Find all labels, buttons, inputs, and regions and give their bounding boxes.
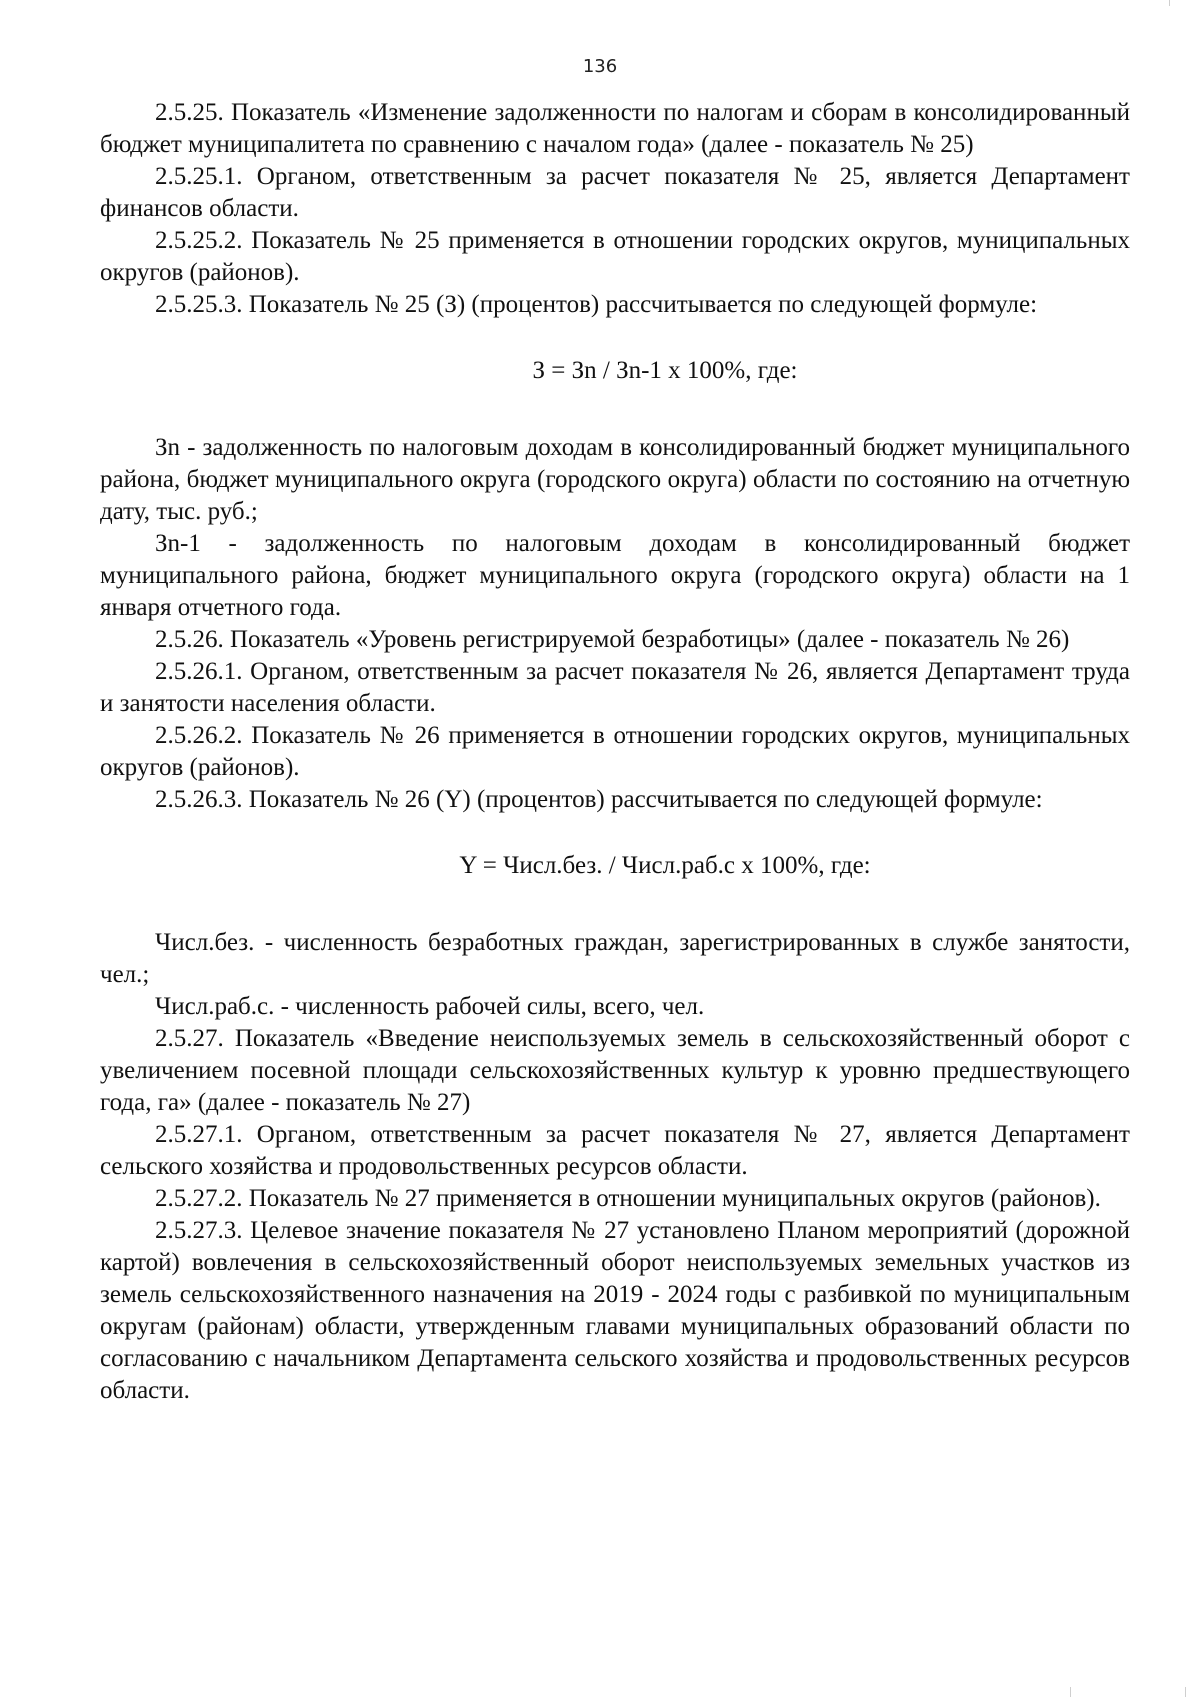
paragraph-2-5-25-3: 2.5.25.3. Показатель № 25 (З) (процентов) рассчитывается по следующей формуле:	[155, 291, 1038, 318]
paragraph-2-5-27-3: 2.5.27.3. Целевое значение показателя № 27 установлено Планом мероприятий (дорожной картой) вовлечения в сельскохозяйственный оборот неиспользуемых земельных участков из земель сельскохозяйственного назначения на 2019 - 2024 годы с разбивкой по муниципальным округам (районам) области, утвержденным главами муниципальных образований области по согласованию с начальником Департамента сельского хозяйства и продовольственных ресурсов области.	[100, 1217, 1130, 1404]
scan-edge-mark-top	[1169, 0, 1170, 6]
page-number: 136	[582, 56, 618, 77]
paragraph-2-5-27: 2.5.27. Показатель «Введение неиспользуемых земель в сельскохозяйственный оборот с увеличением посевной площади сельскохозяйственных культур к уровню предшествующего года, га» (далее - показатель № 27)	[100, 1025, 1130, 1116]
paragraph-2-5-26-2: 2.5.26.2. Показатель № 26 применяется в отношении городских округов, муниципальных округов (районов).	[100, 722, 1130, 781]
paragraph-zn-1-definition: Зn-1 - задолженность по налоговым доходам в консолидированный бюджет муниципального района, бюджет муниципального округа (городского округа) области на 1 января отчетного года.	[100, 530, 1130, 621]
paragraph-2-5-27-2: 2.5.27.2. Показатель № 27 применяется в отношении муниципальных округов (районов).	[155, 1185, 1101, 1212]
paragraph-2-5-26-1: 2.5.26.1. Органом, ответственным за расчет показателя № 26, является Департамент труда и занятости населения области.	[100, 658, 1130, 717]
paragraph-2-5-25-2: 2.5.25.2. Показатель № 25 применяется в отношении городских округов, муниципальных округов (районов).	[100, 227, 1130, 286]
paragraph-2-5-26-3: 2.5.26.3. Показатель № 26 (Y) (процентов) рассчитывается по следующей формуле:	[155, 786, 1043, 813]
formula-debt: З = Зn / Зn-1 х 100%, где:	[532, 357, 798, 384]
scan-edge-mark-bottom-right	[1185, 1687, 1186, 1697]
paragraph-2-5-27-1: 2.5.27.1. Органом, ответственным за расчет показателя № 27, является Департамент сельского хозяйства и продовольственных ресурсов области.	[100, 1121, 1130, 1180]
paragraph-2-5-25-1: 2.5.25.1. Органом, ответственным за расчет показателя № 25, является Департамент финансов области.	[100, 163, 1130, 222]
scan-edge-mark-bottom-left	[1070, 1687, 1071, 1697]
formula-unemployment: Y = Числ.без. / Числ.раб.с х 100%, где:	[459, 852, 871, 879]
document-body	[100, 97, 1130, 1407]
paragraph-zn-definition: Зn - задолженность по налоговым доходам в консолидированный бюджет муниципального района, бюджет муниципального округа (городского округа) области по состоянию на отчетную дату, тыс. руб.;	[100, 434, 1130, 525]
paragraph-chisl-bez-definition: Числ.без. - численность безработных граждан, зарегистрированных в службе занятости, чел.;	[100, 929, 1130, 988]
paragraph-chisl-rab-definition: Числ.раб.с. - численность рабочей силы, всего, чел.	[155, 993, 705, 1020]
paragraph-2-5-26: 2.5.26. Показатель «Уровень регистрируемой безработицы» (далее - показатель № 26)	[155, 626, 1070, 653]
paragraph-2-5-25: 2.5.25. Показатель «Изменение задолженности по налогам и сборам в консолидированный бюджет муниципалитета по сравнению с началом года» (далее - показатель № 25)	[100, 99, 1130, 158]
